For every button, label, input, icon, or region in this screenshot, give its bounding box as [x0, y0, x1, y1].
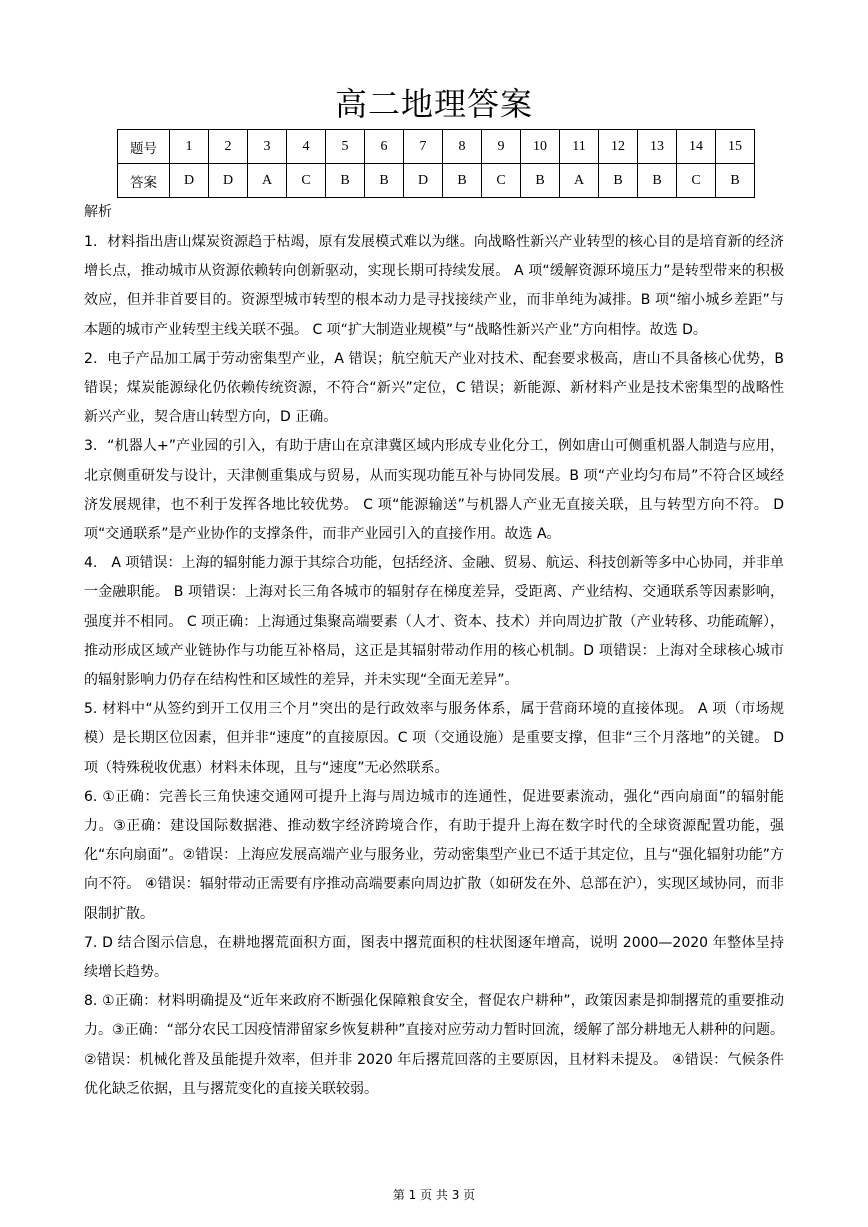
- answer-cell: C: [677, 164, 716, 198]
- answer-cell: D: [404, 164, 443, 198]
- number-row-header: 题号: [118, 130, 170, 164]
- answer-cell: B: [521, 164, 560, 198]
- explanation-paragraph: 2．电子产品加工属于劳动密集型产业，A 错误；航空航天产业对技术、配套要求极高，唐山不具备核心优势，B 错误；煤炭能源绿化仍依赖传统资源，不符合“新兴”定位，C 错误；新能源、新材料产业是技术密集型的战略性新兴产业，契合唐山转型方向，D 正确。: [84, 350, 784, 426]
- question-number-cell: 14: [677, 130, 716, 164]
- section-label: 解析: [84, 204, 112, 220]
- answer-cell: A: [560, 164, 599, 198]
- answer-cell: B: [443, 164, 482, 198]
- question-number-cell: 2: [209, 130, 248, 164]
- explanation-paragraph: 4. A 项错误：上海的辐射能力源于其综合功能，包括经济、金融、贸易、航运、科技创新等多中心协同，并非单一金融职能。 B 项错误：上海对长三角各城市的辐射存在梯度差异，受距离、产业结构、交通联系等因素影响，强度并不相同。 C 项正确：上海通过集聚高端要素（人才、资本、技术）并向周边扩散（产业转移、功能疏解），推动形成区域产业链协作与功能互补格局，这正是其辐射带动作用的核心机制。D 项错误：上海对全球核心城市的辐射影响力仍存在结构性和区域性的差异，并未实现“全面无差异”。: [84, 555, 784, 689]
- answer-cell: B: [599, 164, 638, 198]
- question-number-cell: 8: [443, 130, 482, 164]
- explanation-paragraph: 3．“机器人+”产业园的引入，有助于唐山在京津冀区域内形成专业化分工，例如唐山可侧重机器人制造与应用，北京侧重研发与设计，天津侧重集成与贸易，从而实现功能互补与协同发展。B 项“产业均匀布局”不符合区域经济发展规律，也不利于发挥各地比较优势。 C 项“能源输送”与机器人产业无直接关联，且与转型方向不符。 D 项“交通联系”是产业协作的支撑条件，而非产业园引入的直接作用。故选 A。: [84, 438, 784, 543]
- page-title: 高二地理答案: [334, 85, 533, 123]
- question-number-cell: 11: [560, 130, 599, 164]
- page-footer: 第 1 页 共 3 页: [392, 1188, 476, 1202]
- answer-cell: C: [287, 164, 326, 198]
- answer-table: [117, 129, 755, 198]
- answer-cell: B: [326, 164, 365, 198]
- answer-row-header: 答案: [118, 164, 170, 198]
- question-number-cell: 9: [482, 130, 521, 164]
- explanation-paragraph: 1．材料指出唐山煤炭资源趋于枯竭，原有发展模式难以为继。向战略性新兴产业转型的核心目的是培育新的经济增长点，推动城市从资源依赖转向创新驱动，实现长期可持续发展。 A 项“缓解资源环境压力”是转型带来的积极效应，但并非首要目的。资源型城市转型的根本动力是寻找接续产业，而非单纯为减排。B 项“缩小城乡差距”与本题的城市产业转型主线关联不强。 C 项“扩大制造业规模”与“战略性新兴产业”方向相悖。故选 D。: [84, 234, 784, 338]
- question-number-cell: 15: [716, 130, 755, 164]
- explanation-paragraph: 8. ①正确：材料明确提及“近年来政府不断强化保障粮食安全，督促农户耕种”，政策因素是抑制撂荒的重要推动力。③正确：“部分农民工因疫情滞留家乡恢复耕种”直接对应劳动力暂时回流，缓解了部分耕地无人耕种的问题。②错误：机械化普及虽能提升效率，但并非 2020 年后撂荒回落的主要原因，且材料未提及。 ④错误：气候条件优化缺乏依据，且与撂荒变化的直接关联较弱。: [84, 993, 784, 1097]
- answer-cell: D: [170, 164, 209, 198]
- answer-row: [118, 164, 755, 198]
- question-number-cell: 13: [638, 130, 677, 164]
- explanation-paragraph: 5. 材料中“从签约到开工仅用三个月”突出的是行政效率与服务体系，属于营商环境的直接体现。 A 项（市场规模）是长期区位因素，但并非“速度”的直接原因。C 项（交通设施）是重要支撑，但非“三个月落地”的关键。 D 项（特殊税收优惠）材料未体现，且与“速度”无必然联系。: [84, 701, 784, 776]
- answer-cell: B: [638, 164, 677, 198]
- answer-cell: B: [365, 164, 404, 198]
- question-number-cell: 6: [365, 130, 404, 164]
- question-number-cell: 12: [599, 130, 638, 164]
- question-number-cell: 1: [170, 130, 209, 164]
- question-number-cell: 7: [404, 130, 443, 164]
- question-number-cell: 10: [521, 130, 560, 164]
- question-number-cell: 4: [287, 130, 326, 164]
- answer-cell: A: [248, 164, 287, 198]
- question-number-cell: 3: [248, 130, 287, 164]
- number-row: [118, 130, 755, 164]
- answer-cell: C: [482, 164, 521, 198]
- explanation-paragraph: 7. D 结合图示信息，在耕地撂荒面积方面，图表中撂荒面积的柱状图逐年增高，说明 2000—2020 年整体呈持续增长趋势。: [84, 934, 784, 981]
- question-number-cell: 5: [326, 130, 365, 164]
- explanation-paragraph: 6. ①正确：完善长三角快速交通网可提升上海与周边城市的连通性，促进要素流动，强化“西向扇面”的辐射能力。③正确：建设国际数据港、推动数字经济跨境合作，有助于提升上海在数字时代的全球资源配置功能，强化“东向扇面”。②错误：上海应发展高端产业与服务业，劳动密集型产业已不适于其定位，且与“强化辐射功能”方向不符。 ④错误：辐射带动正需要有序推动高端要素向周边扩散（如研发在外、总部在沪），实现区域协同，而非限制扩散。: [84, 788, 784, 922]
- answer-cell: B: [716, 164, 755, 198]
- answer-cell: D: [209, 164, 248, 198]
- explanation-body: [84, 228, 784, 1104]
